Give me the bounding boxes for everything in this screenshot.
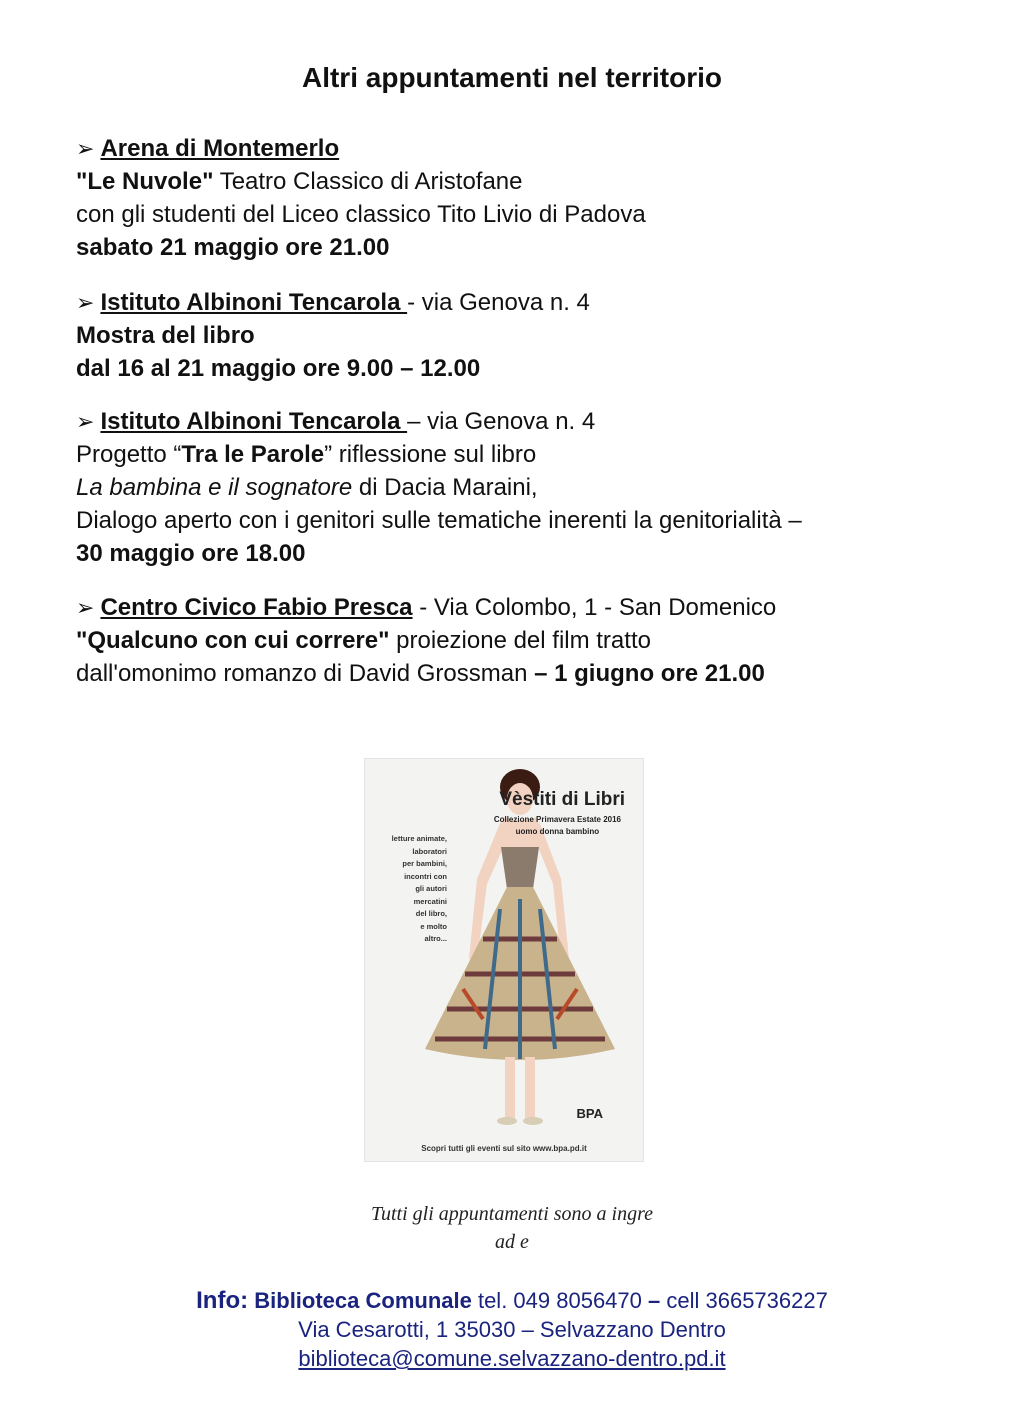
admission-note (0, 1200, 1024, 1256)
event-address: - Via Colombo, 1 - San Domenico (412, 594, 777, 621)
poster-list-item: gli autori (415, 884, 447, 893)
poster-subtitle (494, 814, 621, 838)
event-date: sabato 21 maggio ore 21.00 (76, 234, 390, 261)
event-qualcuno-con-cui-correre (76, 591, 976, 690)
arrow-bullet-icon: ➢ (76, 595, 95, 620)
arrow-bullet-icon: ➢ (76, 136, 95, 161)
poster-list-item: incontri con (404, 871, 447, 881)
event-title-rest: Teatro Classico di Aristofane (213, 168, 523, 195)
info-address: Via Cesarotti, 1 35030 – Selvazzano Dentro (298, 1317, 726, 1342)
poster-activities-list (375, 833, 447, 946)
project-prefix: Progetto “ (76, 441, 182, 468)
poster-list-item: laboratori (412, 846, 447, 856)
event-place: Arena di Montemerlo (100, 135, 340, 162)
note-line: Tutti gli appuntamenti sono a ingre (370, 1203, 654, 1225)
poster-image (364, 758, 644, 1162)
project-name: Tra le Parole (181, 441, 325, 468)
email-link[interactable]: biblioteca@comune.selvazzano-dentro.pd.it (298, 1346, 726, 1371)
event-title-rest: proiezione del film tratto (389, 627, 651, 654)
event-tra-le-parole (76, 405, 976, 570)
poster-list-item: letture animate, (391, 834, 447, 843)
event-place: Centro Civico Fabio Presca (100, 594, 413, 621)
event-description: Dialogo aperto con i genitori sulle tematiche inerenti la genitorialità – (76, 507, 802, 534)
book-title: La bambina e il sognatore (76, 474, 353, 501)
poster-subtitle-line: uomo donna bambino (515, 827, 600, 836)
book-author: di Dacia Maraini, (352, 474, 538, 501)
info-label: Info: (196, 1287, 249, 1314)
poster-list-item: mercatini (413, 896, 447, 906)
event-date: 30 maggio ore 18.00 (76, 540, 306, 567)
poster-list-item: e molto (420, 921, 447, 931)
event-date: dal 16 al 21 maggio ore 9.00 – 12.00 (76, 355, 481, 382)
info-cell: cell 3665736227 (660, 1288, 828, 1313)
event-description: con gli studenti del Liceo classico Tito Livio di Padova (76, 201, 646, 228)
event-place: Istituto Albinoni Tencarola (100, 408, 408, 435)
poster-footer: Scopri tutti gli eventi sul sito www.bpa.pd.it (421, 1144, 587, 1153)
info-dash: – (648, 1288, 661, 1313)
poster-list-item: altro... (424, 934, 447, 943)
event-title: "Qualcuno con cui correre" (76, 627, 390, 654)
event-arena-montemerlo (76, 132, 976, 264)
note-line: ad e (495, 1231, 529, 1253)
event-place: Istituto Albinoni Tencarola (100, 289, 408, 316)
info-block (0, 1286, 1024, 1373)
event-address: – via Genova n. 4 (407, 408, 596, 435)
arrow-bullet-icon: ➢ (76, 409, 95, 434)
info-phone: tel. 049 8056470 (471, 1288, 648, 1313)
page-title: Altri appuntamenti nel territorio (301, 62, 723, 93)
event-description: dall'omonimo romanzo di David Grossman (76, 660, 535, 687)
poster-title: Vèstiti di Libri (499, 789, 625, 810)
info-org: Biblioteca Comunale (254, 1288, 472, 1313)
poster-list-item: del libro, (415, 909, 447, 918)
poster-subtitle-line: Collezione Primavera Estate 2016 (493, 815, 621, 824)
bpa-logo: BPA (576, 1106, 603, 1121)
arrow-bullet-icon: ➢ (76, 290, 95, 315)
event-title: Mostra del libro (76, 322, 255, 349)
project-suffix: ” riflessione sul libro (324, 441, 537, 468)
event-date: – 1 giugno ore 21.00 (534, 660, 765, 687)
event-title: "Le Nuvole" (76, 168, 214, 195)
poster-list-item: per bambini, (402, 859, 447, 868)
event-mostra-libro (76, 286, 976, 385)
event-address: - via Genova n. 4 (407, 289, 590, 316)
